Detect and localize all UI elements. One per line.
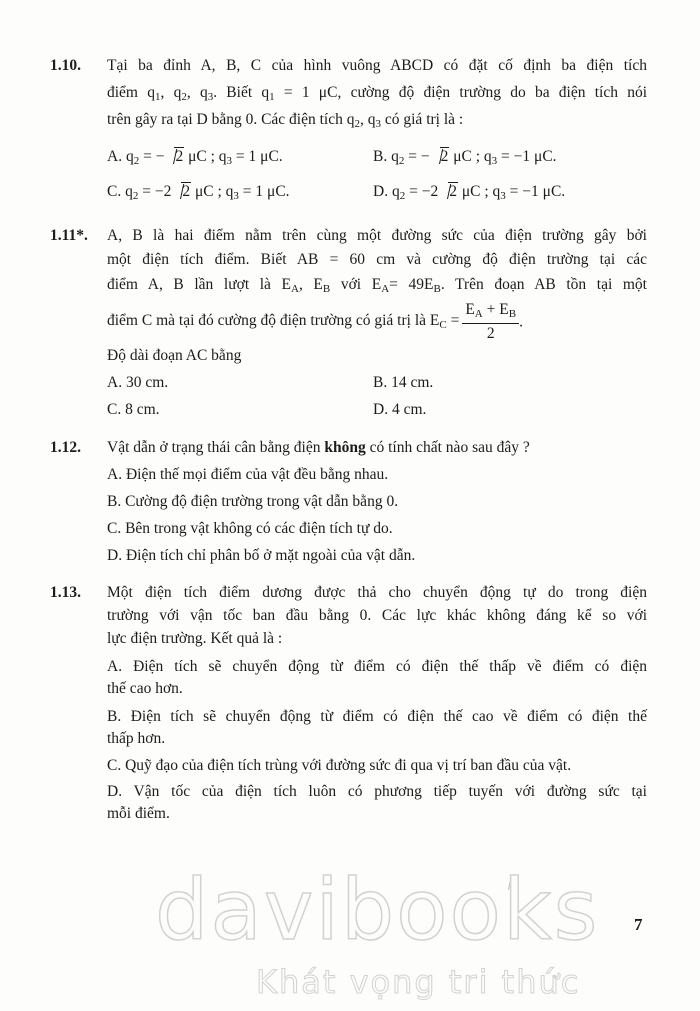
stem-line: trên gây ra tại D bằng 0. Các điện tích $q_2$, $q_3$ có giá trị là : (107, 111, 464, 130)
option-c: C. Quỹ đạo của điện tích trùng với đường sức đi qua vị trí ban đầu của vật. (107, 757, 572, 774)
stem-line: trường với vận tốc ban đầu bằng 0. Các lực khác không đáng kể so với (107, 607, 647, 624)
option-b: B. Điện tích sẽ chuyển động từ điểm có điện thế cao về điểm có điện thế (107, 708, 647, 725)
problem-number: 1.12. (50, 439, 81, 456)
option-c: C. Bên trong vật không có các điện tích tự do. (107, 520, 393, 537)
option-b: B. 14 cm. (373, 374, 434, 391)
option-c: C. 8 cm. (107, 401, 160, 418)
problem-number: 1.13. (50, 584, 81, 601)
stem-line: điểm A, B lần lượt là $E_A$, $E_B$ với $E_A= 49E_B$. Trên đoạn AB tồn tại một (107, 276, 647, 295)
option-a: A. Điện thế mọi điểm của vật đều bằng nhau. (107, 466, 389, 483)
option-d: D. Điện tích chỉ phân bố ở mặt ngoài của vật dẫn. (107, 547, 416, 564)
stem-line: điểm $q_1$, $q_2$, $q_3$. Biết $q_1 = 1$ μC, cường độ điện trường do ba điện tích nói (107, 84, 648, 103)
option-d: D. $q_2 = -2$ 2 μC ; $q_3 = -1$ μC. (373, 183, 566, 202)
stem-line: một điện tích điểm. Biết AB = 60 cm và cường độ điện trường tại các (107, 251, 647, 268)
option-b: B. $q_2$ = − 2 μC ; $q_3 = -1$ μC. (373, 148, 557, 167)
sqrt-symbol: 2 (172, 183, 191, 201)
option-d: D. 4 cm. (373, 401, 427, 418)
stem-line: Vật dẫn ở trạng thái cân bằng điện không có tính chất nào sau đây ? (107, 439, 530, 456)
fraction: $\frac{E_A + E_B}{2}$ (462, 301, 519, 344)
option-a: A. 30 cm. (107, 374, 169, 391)
stem-line: lực điện trường. Kết quả là : (107, 630, 283, 647)
sqrt-symbol: 2 (431, 148, 450, 166)
option-d: D. Vận tốc của điện tích luôn có phương tiếp tuyến với đường sức tại (107, 783, 647, 800)
option-a: A. Điện tích sẽ chuyển động từ điểm có điện thế thấp về điểm có điện (107, 658, 647, 675)
stem-line-with-fraction: điểm C mà tại đó cường độ điện trường có giá trị là $E_C$ = $\frac{E_A + E_B}{2}$ . (107, 301, 523, 342)
sqrt-symbol: 2 (165, 148, 184, 166)
stem-line: Tại ba đỉnh A, B, C của hình vuông ABCD có đặt cố định ba điện tích (107, 57, 647, 74)
problem-number: 1.10. (50, 57, 81, 74)
page-number: 7 (634, 915, 643, 934)
watermark-slogan: Khát vọng tri thức (256, 963, 581, 1001)
option-a: A. $q_2$ = − 2 μC ; $q_3 = 1$ μC. (107, 148, 283, 167)
problem-number: 1.11*. (50, 227, 88, 244)
option-d-cont: mỗi điểm. (107, 805, 170, 822)
option-b-cont: thấp hơn. (107, 730, 166, 747)
stem-line: Độ dài đoạn AC bằng (107, 347, 242, 364)
stem-line: Một điện tích điểm dương được thả cho chuyển động tự do trong điện (107, 584, 647, 601)
option-c: C. $q_2 = -2$ 2 μC ; $q_3 = 1$ μC. (107, 183, 290, 202)
watermark-brand: davibooks (155, 861, 600, 959)
option-a-cont: thế cao hơn. (107, 680, 183, 697)
stem-line: A, B là hai điểm nằm trên cùng một đường sức của điện trường gây bởi (107, 227, 647, 244)
option-b: B. Cường độ điện trường trong vật dẫn bằng 0. (107, 493, 399, 510)
sqrt-symbol: 2 (439, 183, 458, 201)
